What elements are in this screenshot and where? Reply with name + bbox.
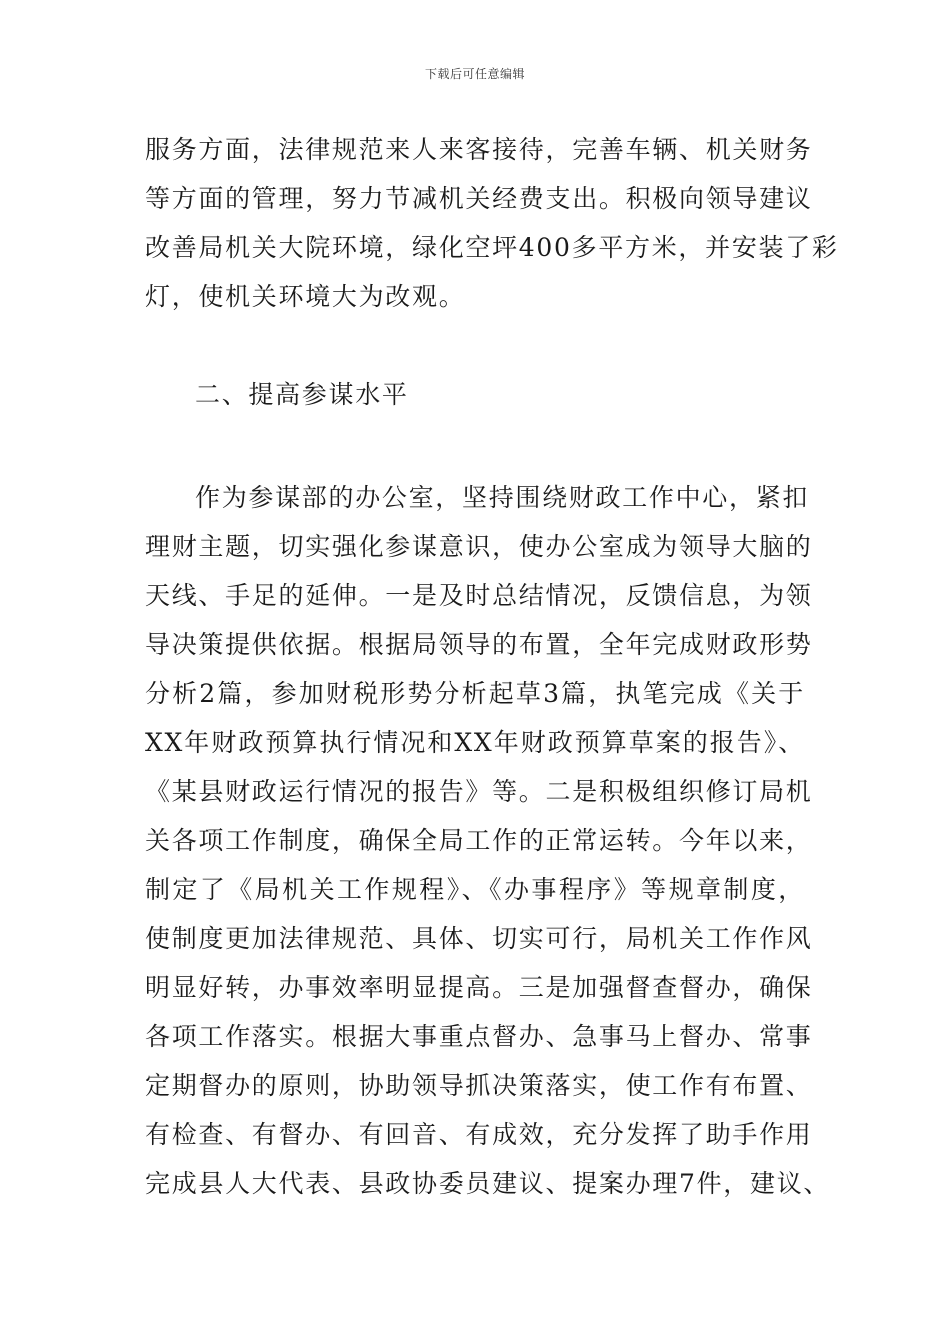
body-text-line: 改善局机关大院环境，绿化空坪400多平方米，并安装了彩 <box>145 233 839 262</box>
body-text-line: 作为参谋部的办公室，坚持围绕财政工作中心，紧扣 <box>195 483 810 512</box>
body-text-line: 等方面的管理，努力节减机关经费支出。积极向领导建议 <box>145 184 813 213</box>
body-text-line: 有检查、有督办、有回音、有成效，充分发挥了助手作用 <box>145 1120 813 1149</box>
body-text-line: 分析2篇，参加财税形势分析起草3篇，执笔完成《关于 <box>145 679 805 708</box>
body-text-line: 导决策提供依据。根据局领导的布置，全年完成财政形势 <box>145 630 813 659</box>
body-text-line: 灯，使机关环境大为改观。 <box>145 282 466 311</box>
body-text-line: 《某县财政运行情况的报告》等。二是积极组织修订局机 <box>145 777 813 806</box>
body-text-line: 明显好转，办事效率明显提高。三是加强督查督办，确保 <box>145 973 813 1002</box>
body-text-line: 完成县人大代表、县政协委员建议、提案办理7件，建议、 <box>145 1169 831 1198</box>
page-header: 下载后可任意编辑 <box>424 67 525 81</box>
body-text-line: 天线、手足的延伸。一是及时总结情况，反馈信息，为领 <box>145 581 813 610</box>
body-text-line: 制定了《局机关工作规程》、《办事程序》等规章制度， <box>145 875 805 904</box>
body-text-line: 使制度更加法律规范、具体、切实可行，局机关工作作风 <box>145 924 813 953</box>
body-text-line: 关各项工作制度，确保全局工作的正常运转。今年以来， <box>145 826 813 855</box>
body-text-line: 定期督办的原则，协助领导抓决策落实，使工作有布置、 <box>145 1071 813 1100</box>
section-heading: 二、提高参谋水平 <box>195 380 409 409</box>
body-text-line: 理财主题，切实强化参谋意识，使办公室成为领导大脑的 <box>145 532 813 561</box>
body-text-line: XX年财政预算执行情况和XX年财政预算草案的报告》、 <box>145 728 805 757</box>
body-text-line: 服务方面，法律规范来人来客接待，完善车辆、机关财务 <box>145 135 813 164</box>
body-text-line: 各项工作落实。根据大事重点督办、急事马上督办、常事 <box>145 1022 813 1051</box>
